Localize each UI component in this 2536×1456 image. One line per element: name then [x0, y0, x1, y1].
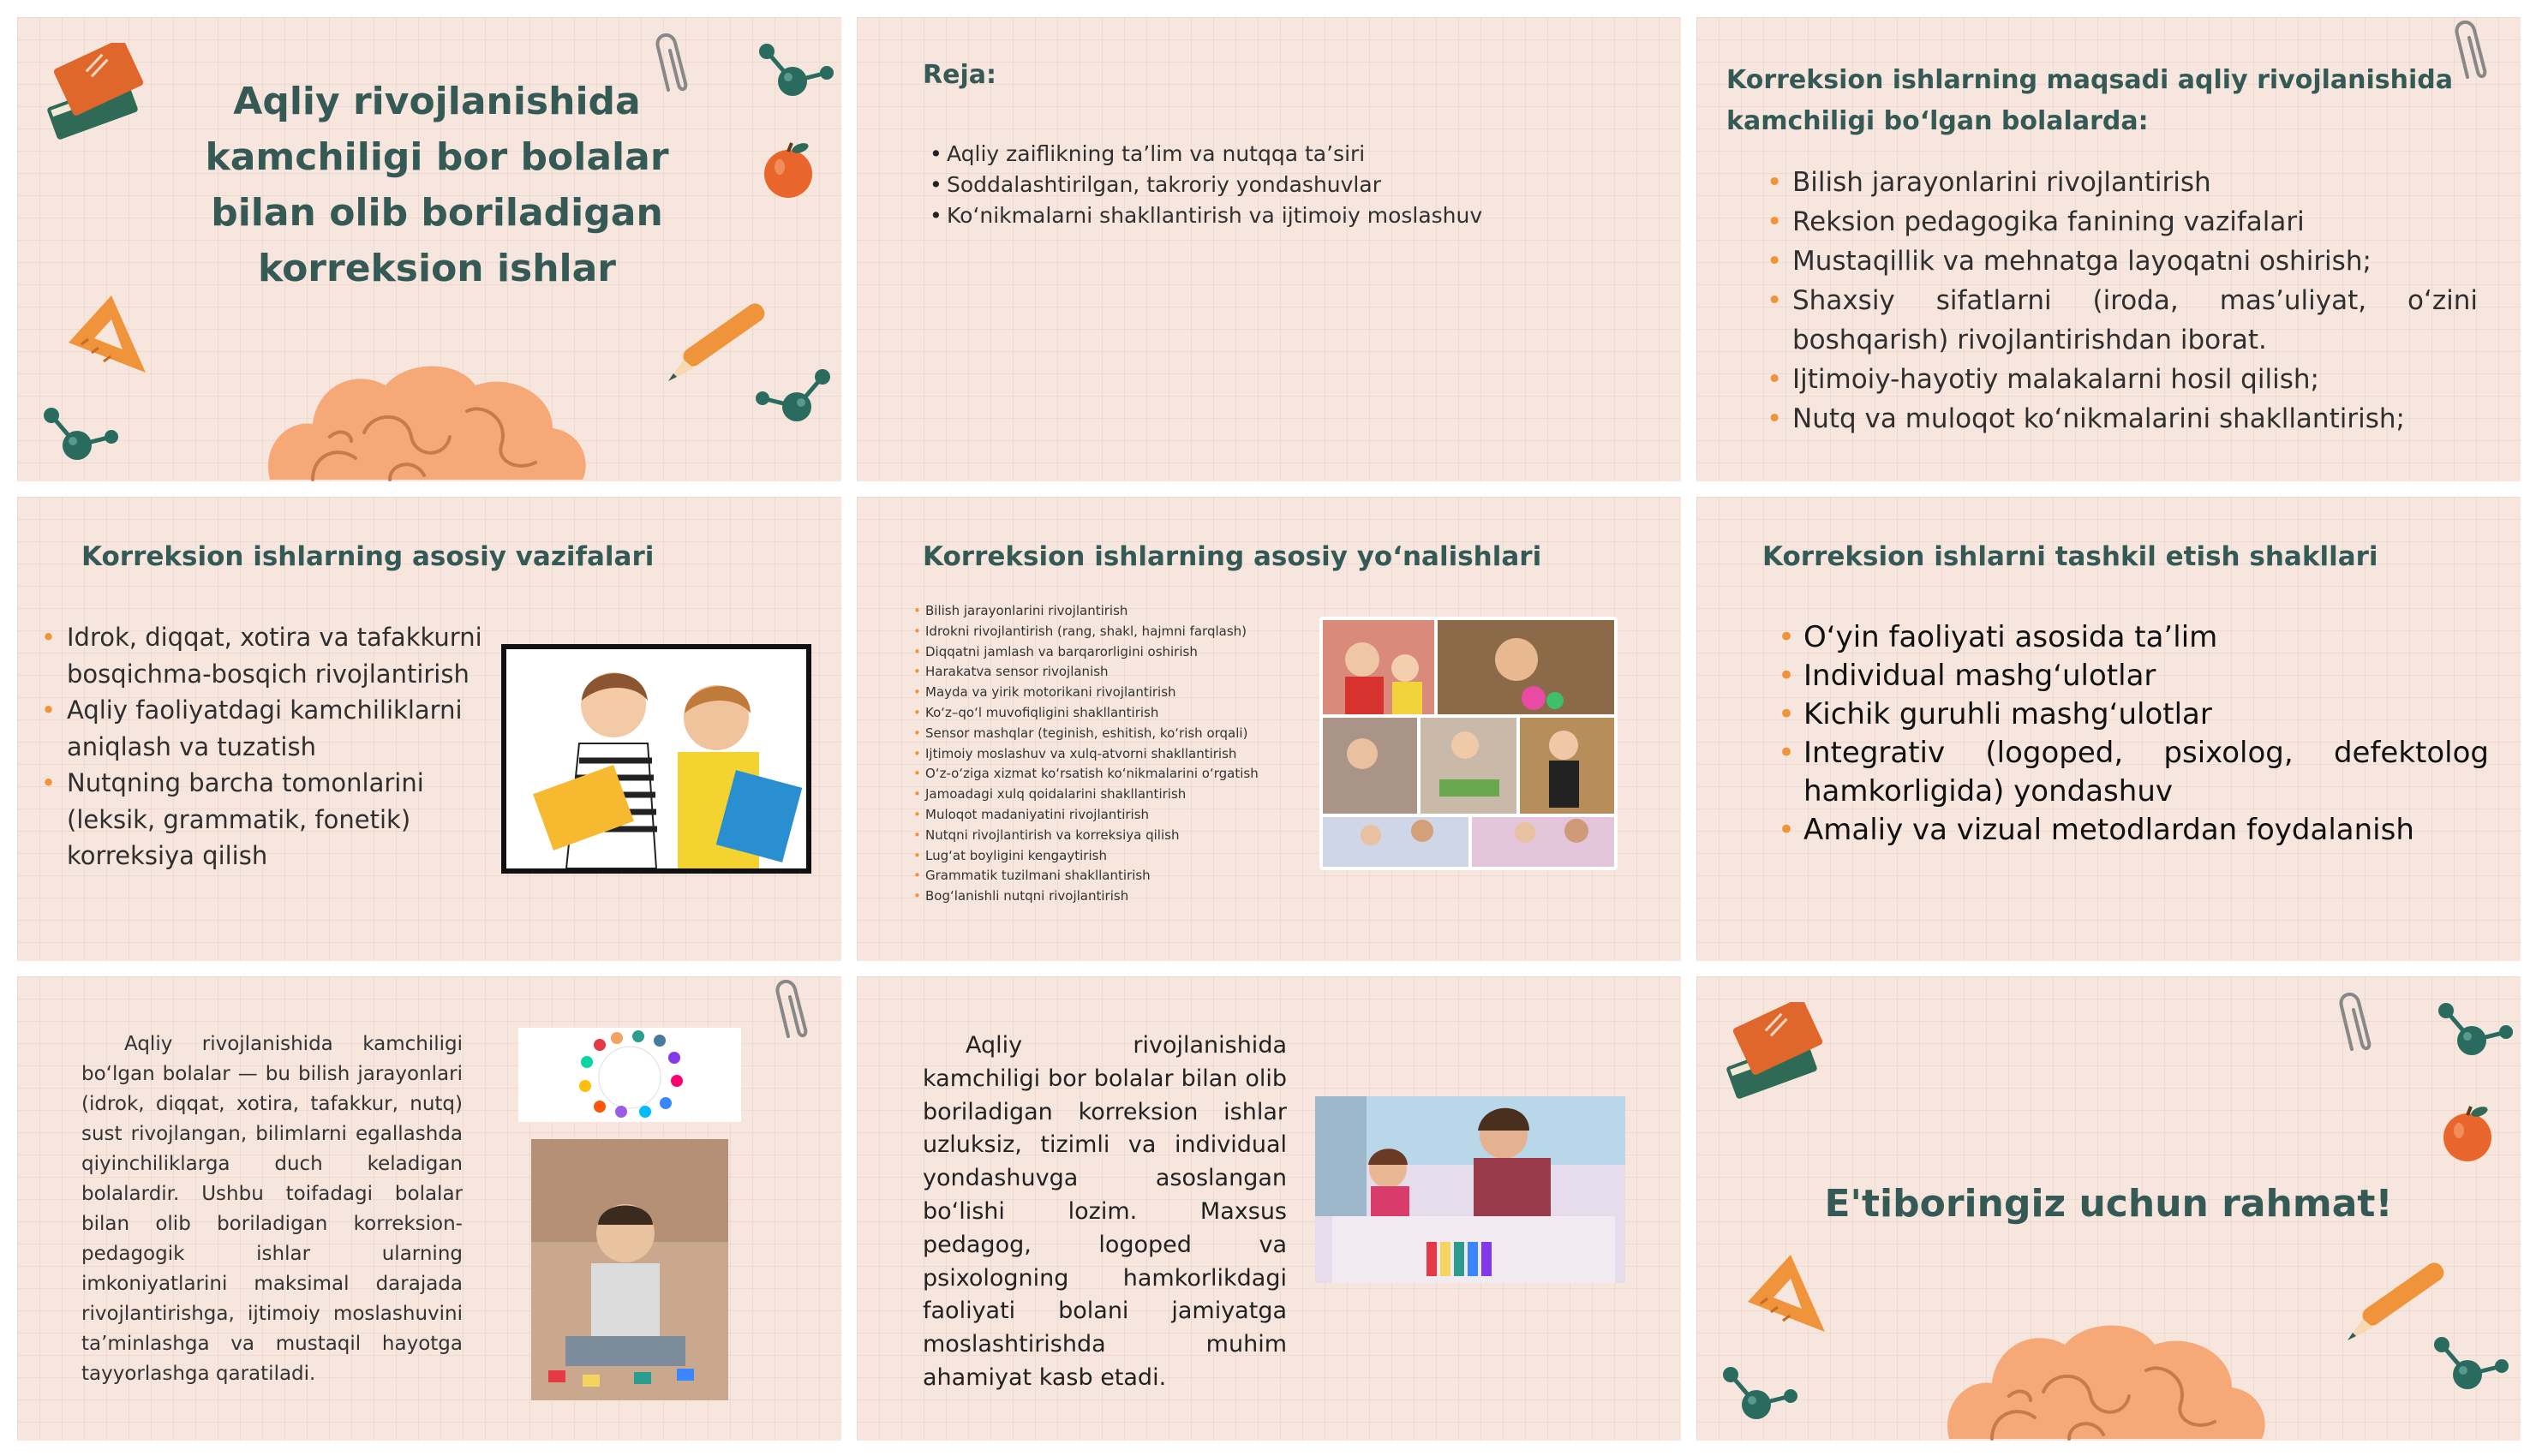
slide-conclusion-text[interactable]: [857, 976, 1681, 1441]
list-item: • Muloqot madaniyatini rivojlantirish: [925, 805, 1302, 826]
list-item: • Jamoadagi xulq qoidalarini shakllantirish: [925, 785, 1302, 805]
goals-heading: Korreksion ishlarning maqsadi aqliy rivojlanishida kamchiligi bo‘lgan bolalarda:: [1726, 65, 2453, 136]
intro-paragraph: Aqliy rivojlanishida kamchiligi bo‘lgan bolalar — bu bilish jarayonlari (idrok, diqqat, xotira, tafakkur, nutq) sust rivojlangan, bilimlarni egallashda qiyinchiliklarga duch keladigan bolalardir. Ushbu toifadagi bolalar bilan olib boriladigan korreksion-pedagogik ishlar ularning imkoniyatlarini maksimal darajada rivojlantirishga, ijtimoiy moslashuvini ta’minlashga va mustaqil hayotga tayyorlashga qaratiladi.: [81, 1033, 463, 1385]
molecule-icon: [745, 360, 840, 445]
ruler-triangle-icon: [1744, 1250, 1838, 1345]
list-item: • Sensor mashqlar (teginish, eshitish, ko‘rish orqali): [925, 724, 1302, 744]
teacher-child-photo: [1315, 1096, 1625, 1283]
molecule-icon: [750, 34, 841, 120]
list-item: • Nutq va muloqot ko‘nikmalarini shakllantirish;: [1792, 399, 2478, 439]
list-item: • O‘yin faoliyati asosida ta’lim: [1803, 618, 2489, 657]
books-icon: [43, 43, 163, 171]
list-item: • Aqliy zaiflikning ta’lim va nutqqa ta’siri: [947, 139, 1482, 170]
list-item: • Bog‘lanishli nutqni rivojlantirish: [925, 886, 1302, 907]
list-item: • Bilish jarayonlarini rivojlantirish: [925, 601, 1302, 622]
slide-title[interactable]: [17, 17, 841, 481]
brain-icon: [1941, 1310, 2275, 1441]
ruler-triangle-icon: [64, 291, 158, 385]
list-item: • Reksion pedagogika fanining vazifalari: [1792, 202, 2478, 242]
forms-list: [1803, 618, 2489, 850]
slide-intro-text[interactable]: [17, 976, 841, 1441]
list-item: • Ko‘nikmalarni shakllantirish va ijtimoiy moslashuv: [947, 200, 1482, 231]
slide-plan[interactable]: [857, 17, 1681, 481]
teacher-child-illustration: [1315, 1096, 1625, 1283]
list-item: • Mayda va yirik motorikani rivojlantirish: [925, 683, 1302, 703]
list-item: • Mustaqillik va mehnatga layoqatni oshirish;: [1792, 242, 2478, 281]
list-item: • Nutqning barcha tomonlarini (leksik, grammatik, fonetik) korreksiya qilish: [67, 765, 495, 874]
list-item: • O‘z-o‘ziga xizmat ko‘rsatish ko‘nikmalarini o‘rgatish: [925, 764, 1302, 785]
goals-list: [1792, 163, 2478, 439]
plan-heading: Reja:: [923, 60, 996, 90]
list-item: • Shaxsiy sifatlarni (iroda, mas’uliyat, o‘zini boshqarish) rivojlantirishdan iborat.: [1792, 281, 2478, 360]
list-item: • Harakatva sensor rivojlanish: [925, 662, 1302, 683]
slide-goals[interactable]: [1696, 17, 2521, 481]
directions-heading: Korreksion ishlarning asosiy yo‘nalishlari: [923, 541, 1542, 572]
list-item: • Diqqatni jamlash va barqarorligini oshirish: [925, 642, 1302, 663]
thanks-title: E'tiboringiz uchun rahmat!: [1824, 1182, 2393, 1226]
slide-thanks[interactable]: [1696, 976, 2521, 1441]
collage-photo: [1319, 617, 1618, 870]
children-reading-illustration: [506, 649, 806, 868]
conclusion-paragraph: Aqliy rivojlanishida kamchiligi bor bolalar bilan olib boriladigan korreksion ishlar uzluksiz, tizimli va individual yondashuvga asoslangan bo‘lishi lozim. Maxsus pedagog, logoped va psixologning hamkorlikdagi faoliyati bolani jamiyatga moslashtirishda muhim ahamiyat kasb etadi.: [923, 1032, 1287, 1391]
apple-icon: [2442, 1105, 2502, 1173]
molecule-icon: [1714, 1358, 1808, 1441]
books-icon: [1722, 1002, 1842, 1131]
list-item: • Idrok, diqqat, xotira va tafakkurni bosqichma-bosqich rivojlantirish: [67, 619, 495, 692]
brain-icon: [261, 351, 595, 481]
slide-forms[interactable]: [1696, 497, 2521, 961]
list-item: • Idrokni rivojlantirish (rang, shakl, hajmni farqlash): [925, 622, 1302, 642]
list-item: • Grammatik tuzilmani shakllantirish: [925, 866, 1302, 886]
slide-title-text: Aqliy rivojlanishida kamchiligi bor bolalar bilan olib boriladigan korreksion ishlar: [205, 80, 669, 290]
tasks-list: [67, 619, 495, 874]
list-item: • Soddalashtirilgan, takroriy yondashuvlar: [947, 170, 1482, 200]
slide-tasks[interactable]: [17, 497, 841, 961]
molecule-icon: [2425, 1328, 2519, 1413]
molecule-icon: [34, 398, 129, 481]
list-item: • Bilish jarayonlarini rivojlantirish: [1792, 163, 2478, 202]
child-playing-illustration: [531, 1139, 728, 1400]
list-item: • Ko‘z–qo‘l muvofiqligini shakllantirish: [925, 703, 1302, 724]
list-item: • Ijtimoiy-hayotiy malakalarni hosil qilish;: [1792, 360, 2478, 399]
apple-icon: [763, 141, 822, 210]
list-item: • Integrativ (logoped, psixolog, defektolog hamkorligida) yondashuv: [1803, 734, 2489, 811]
children-reading-photo: [501, 644, 811, 874]
people-circle-illustration: [518, 1028, 741, 1122]
paperclip-icon: [771, 976, 822, 1045]
child-playing-photo: [531, 1139, 728, 1400]
list-item: • Amaliy va vizual metodlardan foydalanish: [1803, 811, 2489, 850]
list-item: • Lug‘at boyligini kengaytirish: [925, 846, 1302, 867]
molecule-icon: [2429, 994, 2521, 1079]
collage-grid: [1319, 617, 1618, 870]
list-item: • Individual mashg‘ulotlar: [1803, 657, 2489, 695]
hands-circle-photo: [518, 1028, 741, 1122]
plan-list: [947, 139, 1482, 231]
list-item: • Kichik guruhli mashg‘ulotlar: [1803, 695, 2489, 734]
list-item: • Ijtimoiy moslashuv va xulq-atvorni shakllantirish: [925, 744, 1302, 765]
list-item: • Nutqni rivojlantirish va korreksiya qilish: [925, 826, 1302, 846]
paperclip-icon: [2335, 989, 2386, 1066]
directions-list: [925, 601, 1302, 907]
forms-heading: Korreksion ishlarni tashkil etish shakllari: [1762, 541, 2378, 572]
slide-directions[interactable]: [857, 497, 1681, 961]
tasks-heading: Korreksion ishlarning asosiy vazifalari: [81, 541, 655, 572]
list-item: • Aqliy faoliyatdagi kamchiliklarni aniqlash va tuzatish: [67, 692, 495, 765]
